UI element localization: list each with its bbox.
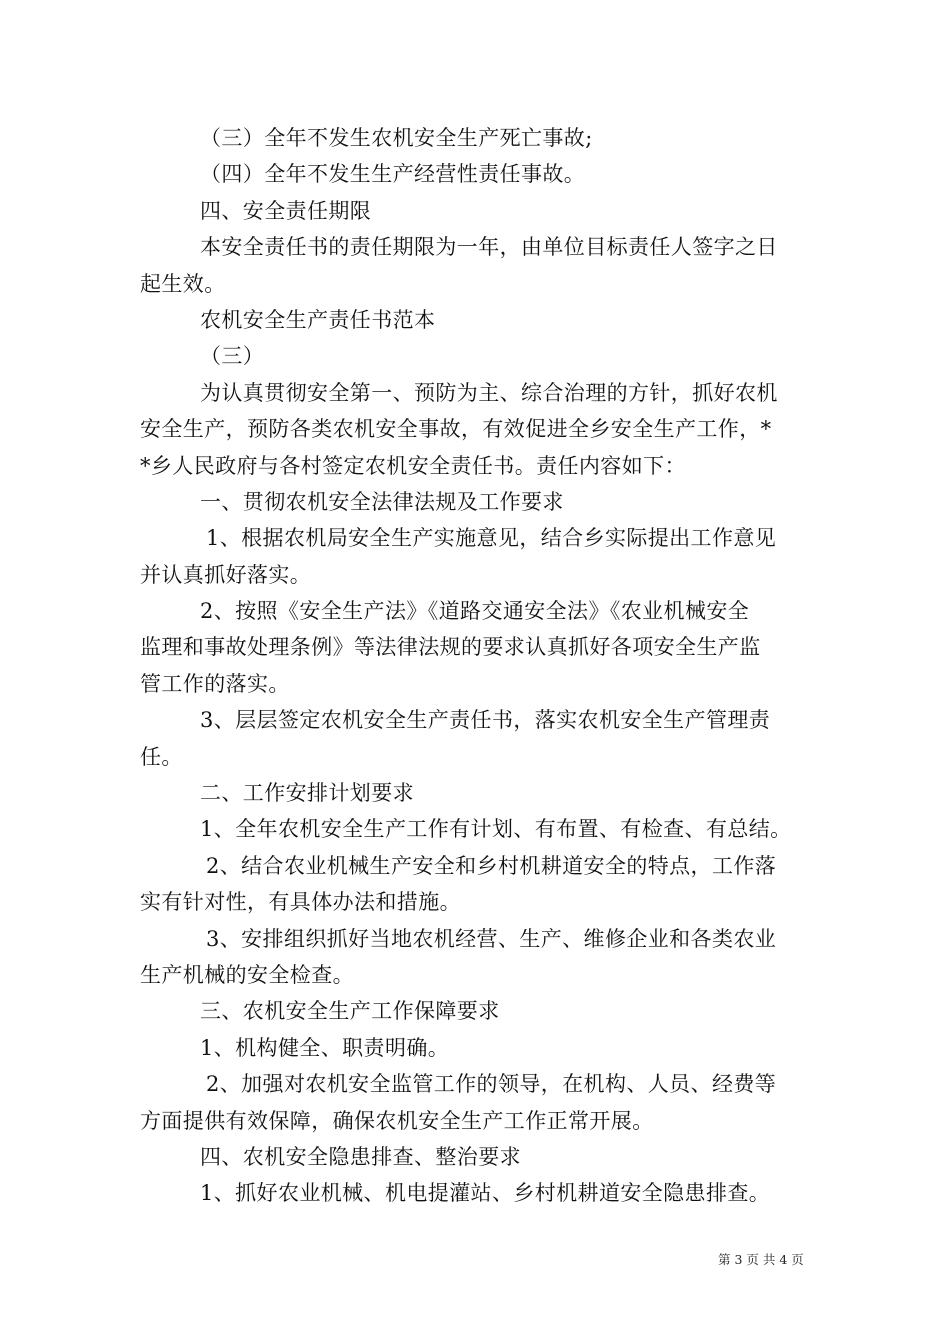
paragraph-line: 2、按照《安全生产法》《道路交通安全法》《农业机械安全: [200, 599, 750, 624]
paragraph-line: （四）全年不发生生产经营性责任事故。: [200, 162, 586, 187]
paragraph-line: 2、结合农业机械生产安全和乡村机耕道安全的特点，工作落: [206, 853, 777, 878]
paragraph-line: 实有针对性，有具体办法和措施。: [140, 890, 461, 915]
paragraph-line: *乡人民政府与各村签定农机安全责任书。责任内容如下：: [140, 453, 686, 478]
paragraph-line: 1、根据农机局安全生产实施意见，结合乡实际提出工作意见: [206, 526, 777, 551]
document-title: 农机安全生产责任书范本: [200, 307, 436, 332]
section-heading: 三、农机安全生产工作保障要求: [200, 999, 500, 1024]
section-heading: 四、安全责任期限: [200, 198, 372, 223]
page-number-footer: 第 3 页 共 4 页: [718, 1252, 804, 1267]
paragraph-line: 安全生产，预防各类农机安全事故，有效促进全乡安全生产工作，*: [140, 417, 772, 442]
paragraph-line: 并认真抓好落实。: [140, 562, 312, 587]
paragraph-line: 本安全责任书的责任期限为一年，由单位目标责任人签字之日: [200, 235, 778, 260]
paragraph-line: 管工作的落实。: [140, 671, 290, 696]
paragraph-line: 3、层层签定农机安全生产责任书，落实农机安全生产管理责: [200, 708, 771, 733]
paragraph-line: 生产机械的安全检查。: [140, 962, 354, 987]
paragraph-line: 方面提供有效保障，确保农机安全生产工作正常开展。: [140, 1108, 654, 1133]
section-heading: 一、贯彻农机安全法律法规及工作要求: [200, 489, 564, 514]
paragraph-line: 为认真贯彻安全第一、预防为主、综合治理的方针，抓好农机: [200, 380, 778, 405]
paragraph-line: 起生效。: [140, 271, 226, 296]
paragraph-line: 任。: [140, 744, 183, 769]
document-body: [140, 120, 820, 1212]
paragraph-line: 1、全年农机安全生产工作有计划、有布置、有检查、有总结。: [200, 817, 792, 842]
document-subtitle: （三）: [200, 344, 265, 369]
section-heading: 二、工作安排计划要求: [200, 781, 414, 806]
paragraph-line: 1、机构健全、职责明确。: [200, 1035, 450, 1060]
paragraph-line: 1、抓好农业机械、机电提灌站、乡村机耕道安全隐患排查。: [200, 1181, 771, 1206]
paragraph-line: （三）全年不发生农机安全生产死亡事故;: [200, 126, 593, 150]
paragraph-line: 2、加强对农机安全监管工作的领导，在机构、人员、经费等: [206, 1072, 777, 1097]
paragraph-line: 监理和事故处理条例》等法律法规的要求认真抓好各项安全生产监: [140, 635, 761, 660]
paragraph-line: 3、安排组织抓好当地农机经营、生产、维修企业和各类农业: [206, 926, 777, 951]
section-heading: 四、农机安全隐患排查、整治要求: [200, 1144, 521, 1169]
